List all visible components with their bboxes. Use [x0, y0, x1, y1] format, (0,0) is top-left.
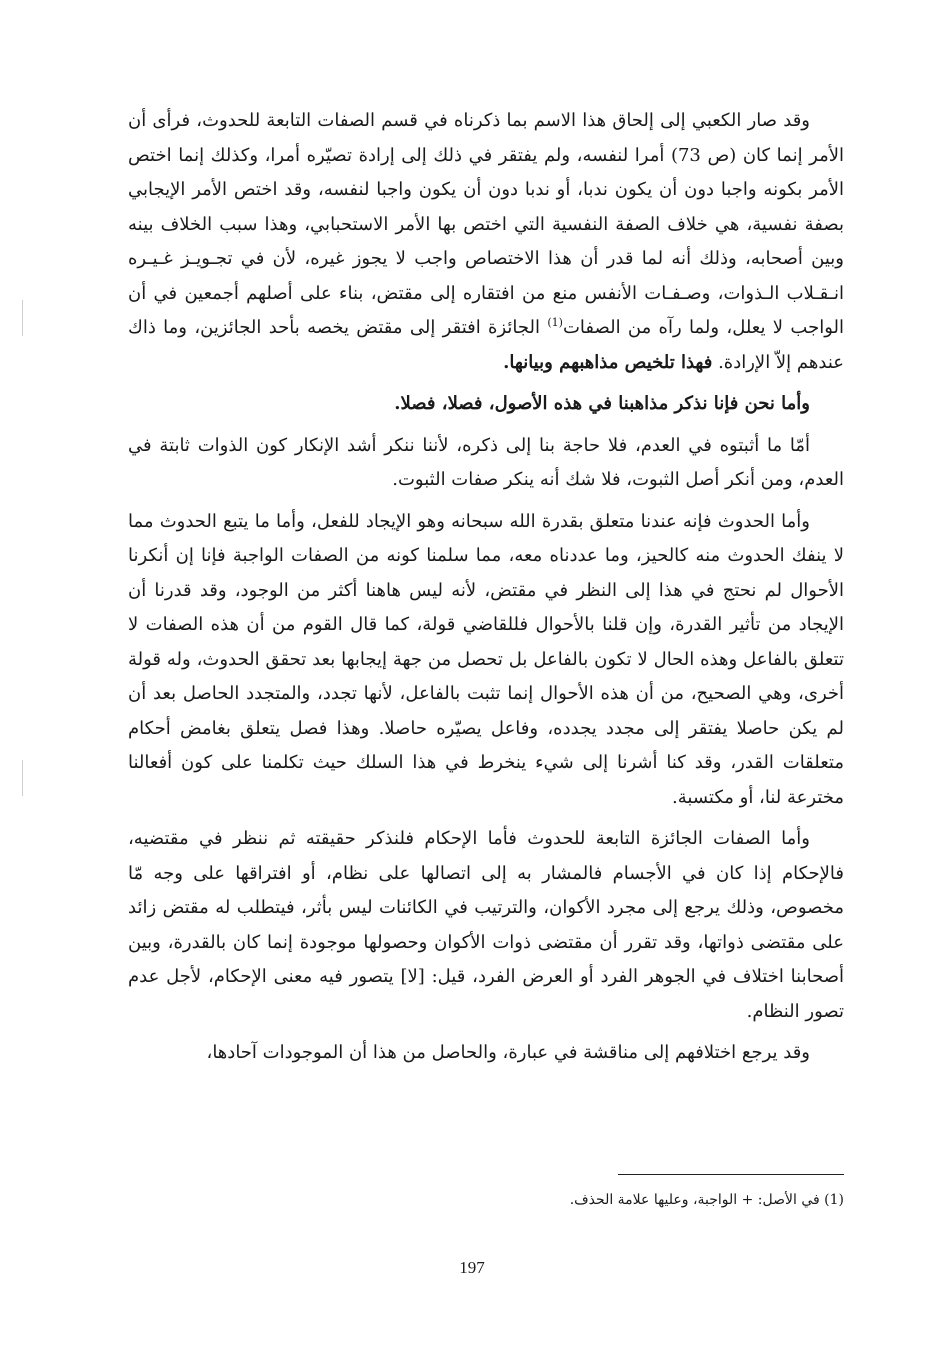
text-segment: الجائزة افتقر إلى مقتض يخصه بأحد الجائزين، وما ذاك عندهم إلاّ الإرادة.	[128, 317, 844, 373]
footnote-divider	[618, 1174, 844, 1175]
paragraph-6	[128, 1036, 844, 1071]
footnote-marker: (1)	[824, 1192, 844, 1208]
page-number: 197	[459, 1258, 485, 1277]
text-segment: وأما الحدوث فإنه عندنا متعلق بقدرة الله سبحانه وهو الإيجاد للفعل، وأما ما يتبع الحدوث مما لا ينفك الحدوث منه كالحيز، وما عددناه معه، مما سلمنا كونه من الصفات الواجبة فإنا إن أنكرنا الأحوال لم نحتج في هذا إلى النظر في مقتض، لأنه ليس هاهنا أكثر من الوجود، وقد قدرنا أن الإيجاد من تأثير القدرة، وإن قلنا بالأحوال فللقاضي قولة، كما قال القوم من أن هذه الصفات لا تتعلق بالفاعل وهذه الحال لا تكون بالفاعل بل تحصل من جهة إيجابها بعد تحقق الحدوث، وله قولة أخرى، وهي الصحيح، من أن هذه الأحوال إنما تثبت بالفاعل، لأنها تجدد، والمتجدد الحاصل بعد أن لم يكن حاصلا يفتقر إلى مجدد يجدده، وفاعل يصيّره حاصلا. وهذا فصل يتعلق بغامض أحكام متعلقات القدر، وقد كنا أشرنا إلى شيء ينخرط في هذا السلك حيث تكلمنا على كون أفعالنا مخترعة لنا، أو مكتسبة.	[128, 510, 844, 808]
text-segment: وأما الصفات الجائزة التابعة للحدوث فأما الإحكام فلنذكر حقيقته ثم ننظر في مقتضيه، فالإحكام إذا كان في الأجسام فالمشار به إلى اتصالها على نظام، أو افتراقها على وجه مّا مخصوص، وذلك يرجع إلى مجرد الأكوان، والترتيب في الكائنات ليس بأثر، فيتطلب له مقتض زائد على مقتضى ذواتها، وقد تقرر أن مقتضى ذوات الأكوان وحصولها موجودة إنما كان بالقدرة، وبين أصحابنا اختلاف في الجوهر الفرد أو العرض الفرد، قيل: [لا] يتصور فيه معنى الإحكام، لأجل عدم تصور النظام.	[128, 828, 844, 1022]
footnote-text: في الأصل: + الواجبة، وعليها علامة الحذف.	[569, 1192, 820, 1208]
paragraph-3	[128, 429, 844, 498]
footnote	[128, 1188, 844, 1212]
text-segment: أمّا ما أثبتوه في العدم، فلا حاجة بنا إلى ذكره، لأننا ننكر أشد الإنكار كون الذوات ثابتة في العدم، ومن أنكر أصل الثبوت، فلا شك أنه ينكر صفات الثبوت.	[128, 434, 844, 490]
footnote-reference: (1)	[547, 316, 563, 329]
paragraph-4	[128, 505, 844, 816]
text-segment-bold: وأما نحن فإنا نذكر مذاهبنا في هذه الأصول، فصلا، فصلا.	[394, 393, 810, 414]
paragraph-5	[128, 822, 844, 1029]
text-segment: وقد يرجع اختلافهم إلى مناقشة في عبارة، والحاصل من هذا أن الموجودات آحادها،	[206, 1042, 810, 1063]
paragraph-2	[128, 387, 844, 422]
margin-mark	[22, 300, 23, 336]
text-segment: وقد صار الكعبي إلى إلحاق هذا الاسم بما ذكرناه في قسم الصفات التابعة للحدوث، فرأى أن الأمر إنما كان (ص 73) أمرا لنفسه، ولم يفتقر في ذلك إلى إرادة تصيّره أمرا، وكذلك إنما اختص الأمر بكونه واجبا دون أن يكون ندبا، أو ندبا دون أن يكون واجبا لنفسه، وقد اختص الأمر الإيجابي بصفة نفسية، هي خلاف الصفة النفسية التي اختص بها الأمر الاستحبابي، وهذا سبب الخلاف بينه وبين أصحابه، وذلك أنه لما قدر أن هذا الاختصاص واجب لا يجوز غيره، لأن في تجـويـز غـيـره انـقـلاب الـذوات، وصـفـات الأنفس منع من افتقاره إلى مقتض، بناء على أصلهم أجمعين في أن الواجب لا يعلل، ولما رآه من الصفات	[128, 110, 845, 338]
main-text	[128, 104, 844, 1078]
text-segment-bold: فهذا تلخيص مذاهبهم وبيانها.	[503, 351, 713, 373]
paragraph-1	[128, 104, 844, 380]
margin-mark	[22, 760, 23, 796]
